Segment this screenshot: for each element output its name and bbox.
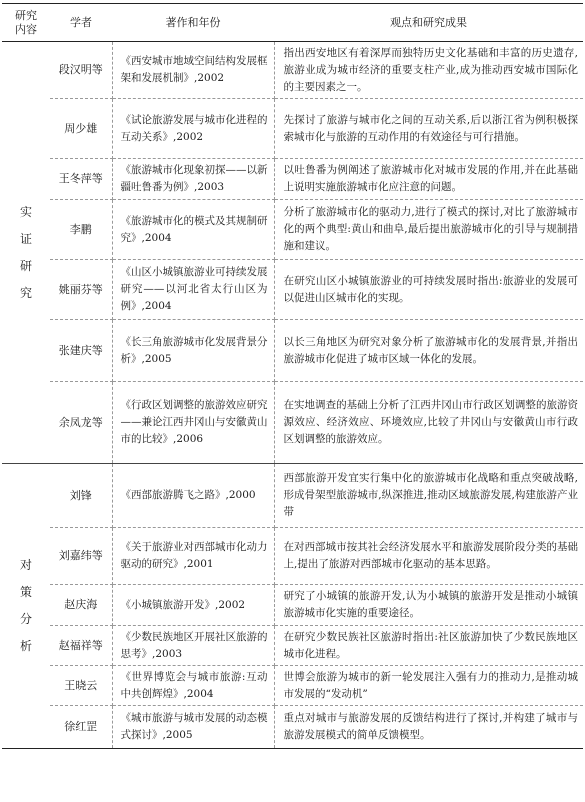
work-cell: 《旅游城市化现象初探——以新疆吐鲁番为例》,2003: [112, 159, 274, 200]
category-char: 证: [19, 231, 32, 246]
category-char: 实: [19, 204, 32, 219]
research-summary-table: [2, 3, 583, 749]
section-category-countermeasure: [2, 464, 50, 749]
table-row: [2, 260, 583, 320]
category-char: 分: [19, 612, 32, 626]
scholar-cell: 赵福祥等: [50, 626, 112, 666]
work-cell: 《城市旅游与城市发展的动态模式探讨》,2005: [112, 706, 274, 749]
header-row: [2, 4, 583, 42]
work-cell: 《西部旅游腾飞之路》,2000: [112, 464, 274, 528]
table-row: [2, 200, 583, 260]
work-cell: 《关于旅游业对西部城市化动力驱动的研究》,2001: [112, 528, 274, 585]
table-row: [2, 99, 583, 159]
scholar-cell: 余凤龙等: [50, 382, 112, 464]
work-cell: 《山区小城镇旅游业可持续发展研究——以河北省太行山区为例》,2004: [112, 260, 274, 320]
view-cell: 研究了小城镇的旅游开发,认为小城镇的旅游开发是推动小城镇旅游城市化实施的重要途径。: [274, 585, 583, 626]
view-cell: 以长三角地区为研究对象分析了旅游城市化的发展背景,并指出旅游城市化促进了城市区域一体化的发展。: [274, 320, 583, 382]
table-row: [2, 626, 583, 666]
view-cell: 指出西安地区有着深厚而独特历史文化基础和丰富的历史遗存,旅游业成为城市经济的重要支柱产业,成为推动西安城市国际化的主要因素之一。: [274, 42, 583, 99]
table-row: [2, 320, 583, 382]
view-cell: 以吐鲁番为例阐述了旅游城市化对城市发展的作用,并在此基础上说明实施旅游城市化应注意的问题。: [274, 159, 583, 200]
work-cell: 《少数民族地区开展社区旅游的思考》,2003: [112, 626, 274, 666]
category-char: 对: [19, 558, 32, 572]
view-cell: 先探讨了旅游与城市化之间的互动关系,后以浙江省为例积极探索城市化与旅游的互动作用的有效途径与可行措施。: [274, 99, 583, 159]
work-cell: 《西安城市地域空间结构发展框架和发展机制》,2002: [112, 42, 274, 99]
table-row: [2, 585, 583, 626]
section-category-empirical: [2, 42, 50, 464]
work-cell: 《行政区划调整的旅游效应研究——兼论江西井冈山与安徽黄山市的比较》,2006: [112, 382, 274, 464]
scholar-cell: 赵庆海: [50, 585, 112, 626]
category-char: 研: [19, 258, 32, 273]
category-char: 析: [19, 639, 32, 653]
view-cell: 西部旅游开发宜实行集中化的旅游城市化战略和重点突破战略,形成骨架型旅游城市,纵深推进,推动区域旅游发展,构建旅游产业带: [274, 464, 583, 528]
category-char: 策: [19, 585, 32, 599]
scholar-cell: 姚丽芬等: [50, 260, 112, 320]
view-cell: 分析了旅游城市化的驱动力,进行了模式的探讨,对比了旅游城市化的两个典型:黄山和曲阜,最后提出旅游城市化的引导与规制措施和建议。: [274, 200, 583, 260]
header-view: 观点和研究成果: [274, 4, 583, 42]
scholar-cell: 周少雄: [50, 99, 112, 159]
work-cell: 《试论旅游发展与城市化进程的互动关系》,2002: [112, 99, 274, 159]
table-row: [2, 666, 583, 706]
view-cell: 世博会旅游为城市的新一轮发展注入强有力的推动力,是推动城市发展的“发动机”: [274, 666, 583, 706]
view-cell: 在研究少数民族社区旅游时指出:社区旅游加快了少数民族地区城市化进程。: [274, 626, 583, 666]
scholar-cell: 刘锋: [50, 464, 112, 528]
category-label: [2, 552, 50, 660]
table-row: [2, 706, 583, 749]
scholar-cell: 李鹏: [50, 200, 112, 260]
work-cell: 《长三角旅游城市化发展背景分析》,2005: [112, 320, 274, 382]
work-cell: 《世界博览会与城市旅游:互动中共创辉煌》,2004: [112, 666, 274, 706]
scholar-cell: 段汉明等: [50, 42, 112, 99]
work-cell: 《旅游城市化的模式及其规制研究》,2004: [112, 200, 274, 260]
scholar-cell: 刘嘉纬等: [50, 528, 112, 585]
scholar-cell: 张建庆等: [50, 320, 112, 382]
view-cell: 在对西部城市按其社会经济发展水平和旅游发展阶段分类的基础上,提出了旅游对西部城市化驱动的基本思路。: [274, 528, 583, 585]
scholar-cell: 王晓云: [50, 666, 112, 706]
header-work: 著作和年份: [112, 4, 274, 42]
view-cell: 在实地调查的基础上分析了江西井冈山市行政区划调整的旅游资源效应、经济效应、环境效应,比较了井冈山与安徽黄山市行政区划调整的旅游效应。: [274, 382, 583, 464]
header-scholar: 学者: [50, 4, 112, 42]
table-row: [2, 464, 583, 528]
category-char: 究: [19, 285, 32, 300]
work-cell: 《小城镇旅游开发》,2002: [112, 585, 274, 626]
view-cell: 在研究山区小城镇旅游业的可持续发展时指出:旅游业的发展可以促进山区城市化的实现。: [274, 260, 583, 320]
table-row: [2, 159, 583, 200]
header-category: 研究 内容: [2, 4, 50, 42]
table-row: [2, 42, 583, 99]
table-row: [2, 528, 583, 585]
scholar-cell: 王冬萍等: [50, 159, 112, 200]
category-label: [2, 199, 50, 307]
view-cell: 重点对城市与旅游发展的反馈结构进行了探讨,并构建了城市与旅游发展模式的简单反馈模型。: [283, 712, 578, 741]
scholar-cell: 徐红罡: [50, 706, 112, 749]
table-row: [2, 382, 583, 464]
